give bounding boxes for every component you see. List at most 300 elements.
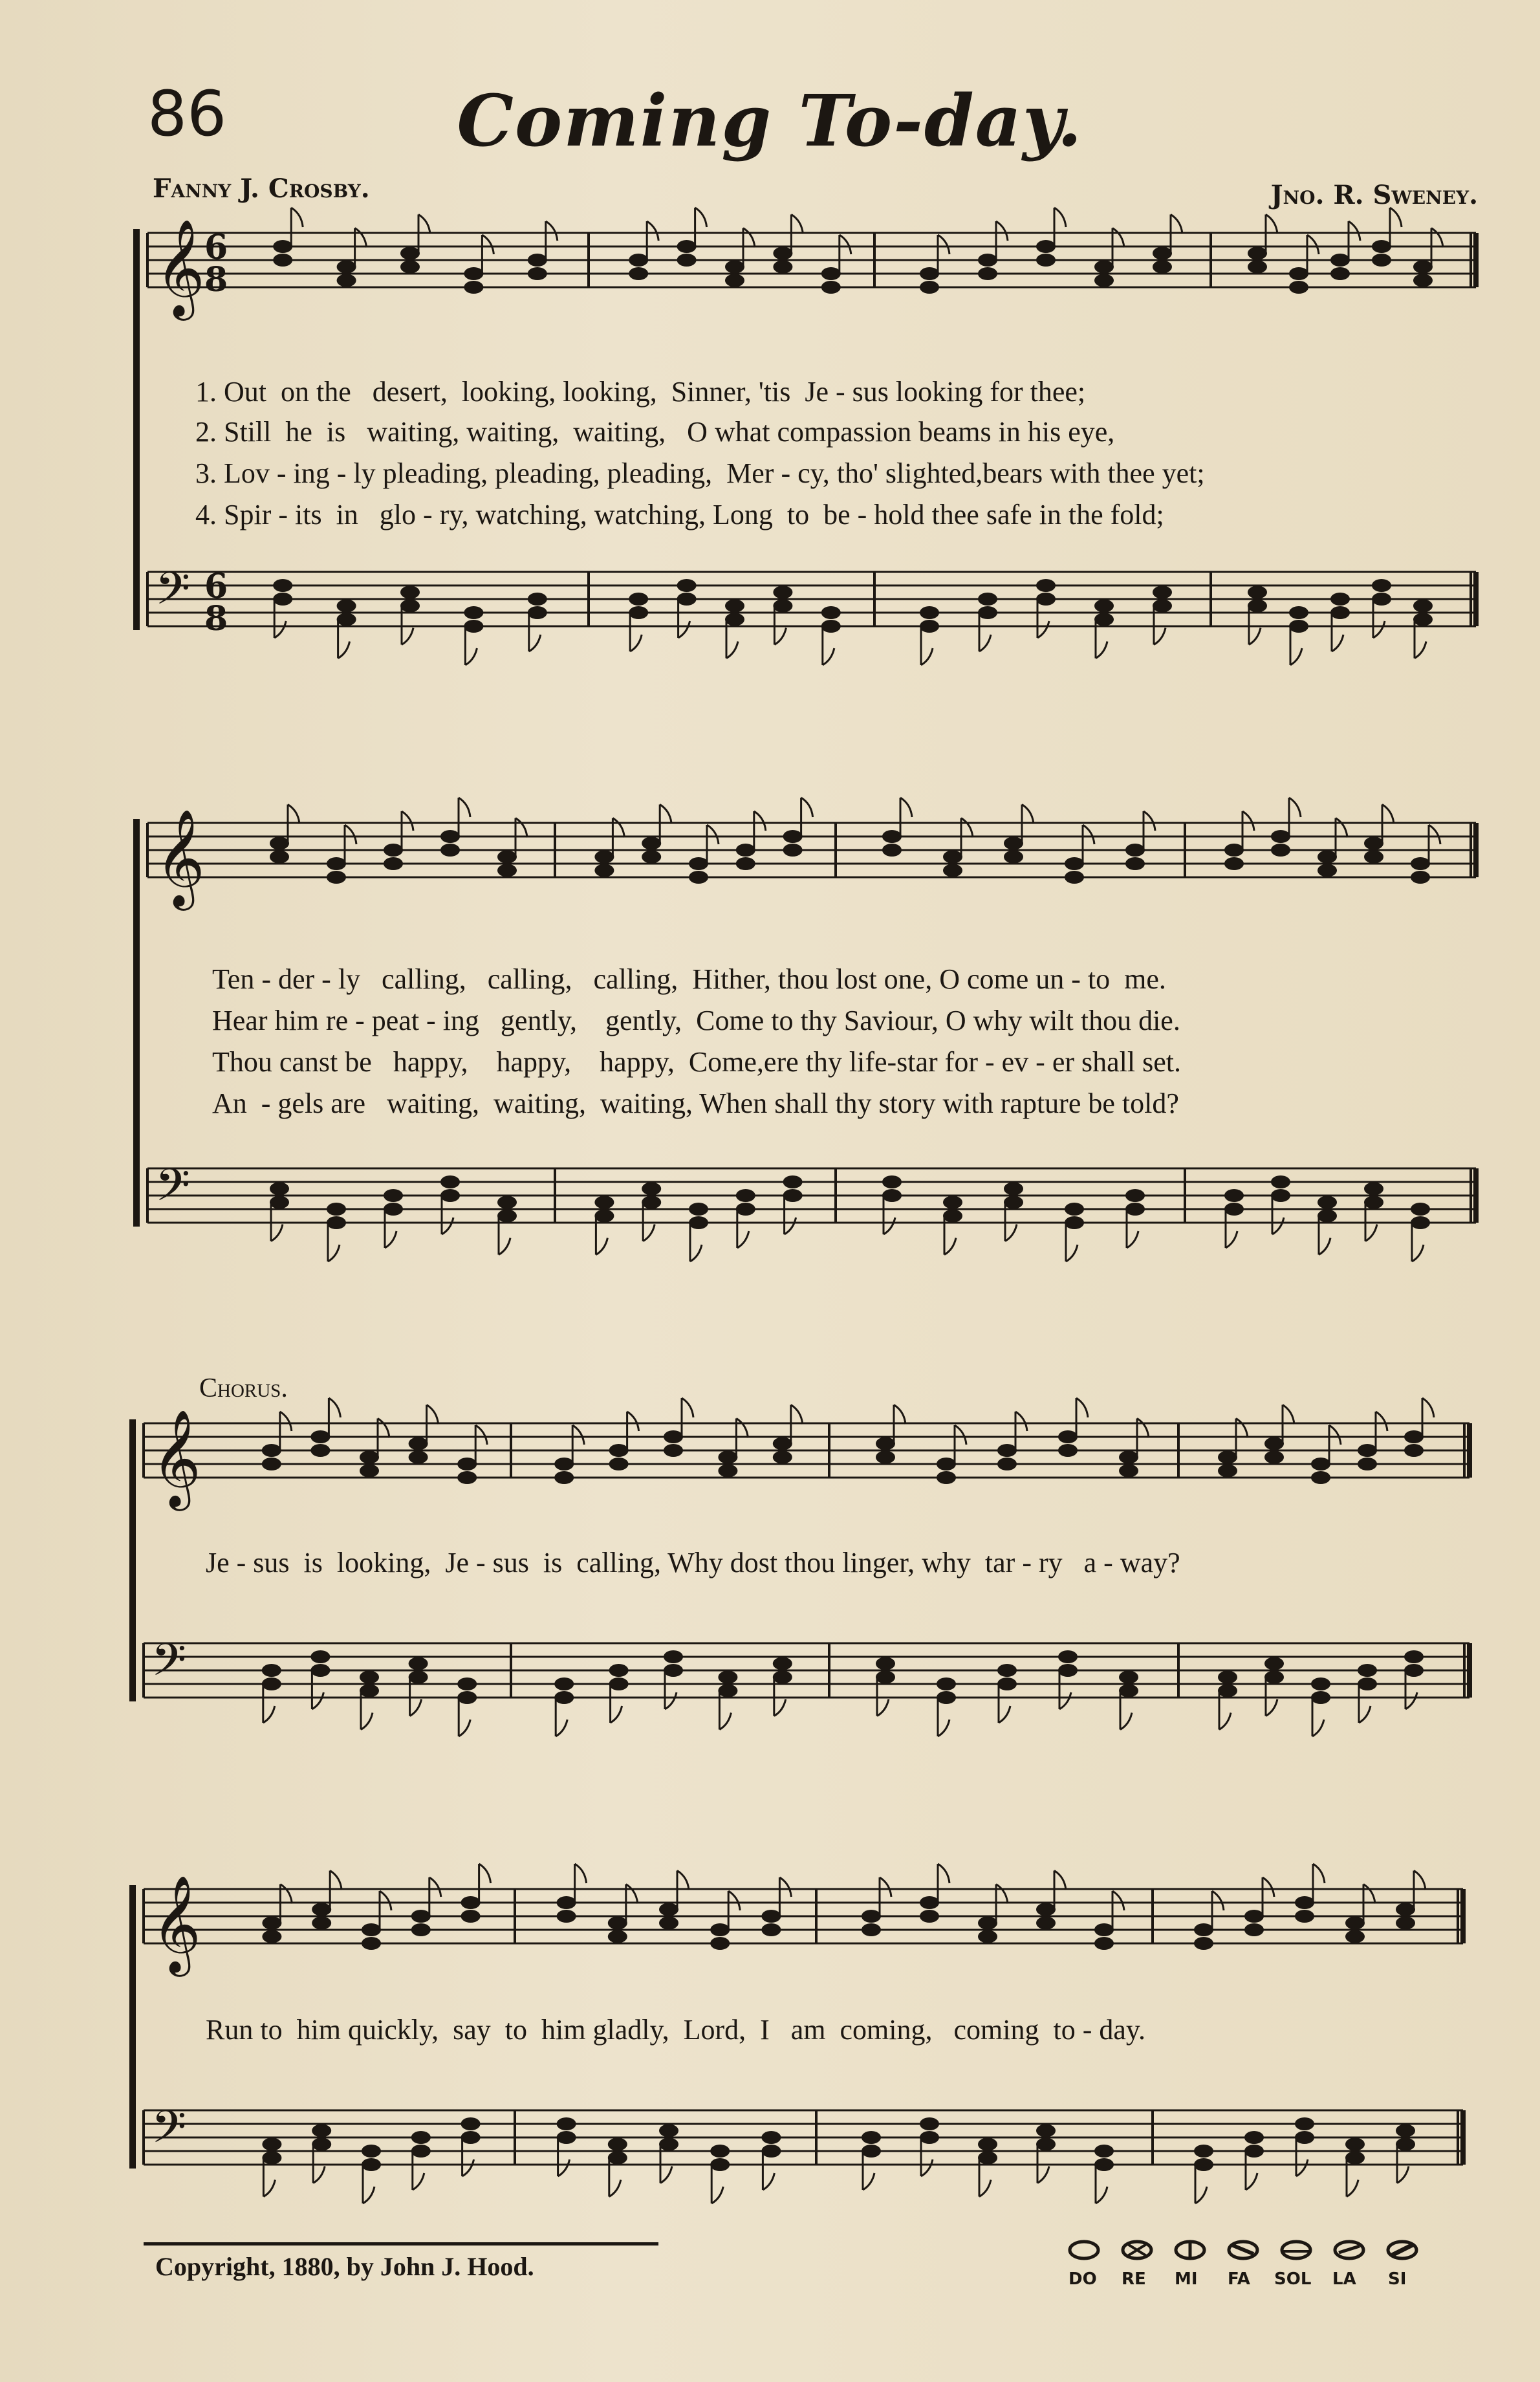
- note-head-icon: [773, 1657, 792, 1670]
- note-head-icon: [1244, 2131, 1264, 2144]
- note-flag: [1144, 811, 1155, 831]
- note-flag: [328, 1245, 340, 1262]
- note-head-icon: [310, 1430, 330, 1443]
- bass-clef-icon: 𝄢: [155, 1159, 191, 1222]
- note-head-icon: [1065, 1216, 1084, 1229]
- note-head-icon: [312, 2138, 331, 2151]
- note-flag: [1336, 818, 1347, 838]
- note-head-icon: [1058, 1664, 1078, 1677]
- note-flag: [1390, 208, 1402, 227]
- note-head-icon: [464, 281, 483, 294]
- note-flag: [499, 1238, 510, 1255]
- note-head-icon: [629, 593, 648, 606]
- note-head-icon: [642, 851, 661, 864]
- note-flag: [938, 1720, 949, 1736]
- note-head-icon: [710, 2158, 730, 2171]
- note-head-icon: [594, 864, 614, 877]
- note-head-icon: [400, 247, 420, 260]
- note-head-icon: [1244, 1923, 1264, 1936]
- note-head-icon: [783, 830, 803, 843]
- note-head-icon: [270, 1183, 289, 1196]
- note-head-icon: [1125, 1189, 1145, 1202]
- note-head-icon: [1358, 1677, 1377, 1690]
- note-head-icon: [783, 1189, 803, 1202]
- note-head-icon: [1264, 1657, 1284, 1670]
- note-head-icon: [1224, 1203, 1244, 1216]
- note-flag: [556, 1720, 567, 1736]
- note-head-icon: [1330, 254, 1350, 267]
- verse2-line-1: Ten - der - ly calling, calling, calling, Hither, thou lost one, O come un - to me.: [212, 963, 1166, 995]
- note-head-icon: [440, 1175, 460, 1188]
- note-head-icon: [360, 1451, 379, 1464]
- note-head-icon: [337, 261, 356, 274]
- note-head-icon: [608, 1917, 627, 1930]
- note-head-icon: [310, 1664, 330, 1677]
- note-flag: [726, 642, 738, 659]
- note-flag: [338, 642, 350, 659]
- note-flag: [877, 1699, 889, 1716]
- system-brace: [129, 1419, 136, 1701]
- note-head-icon: [464, 606, 483, 619]
- note-flag: [1332, 635, 1343, 651]
- note-head-icon: [862, 1923, 881, 1936]
- note-head-icon: [1194, 2145, 1213, 2158]
- note-head-icon: [262, 2152, 281, 2165]
- note-flag: [1429, 825, 1440, 844]
- note-head-icon: [1125, 844, 1145, 857]
- note-flag: [462, 2159, 474, 2176]
- note-head-icon: [528, 267, 547, 280]
- note-flag: [1347, 2180, 1358, 2197]
- note-head-icon: [1271, 830, 1290, 843]
- note-head-icon: [943, 1210, 962, 1223]
- note-head-icon: [689, 1203, 708, 1216]
- note-head-icon: [1194, 1923, 1213, 1936]
- note-head-icon: [978, 606, 997, 619]
- note-head-icon: [1065, 857, 1084, 870]
- note-head-icon: [327, 857, 346, 870]
- note-head-icon: [725, 600, 744, 613]
- treble-clef-icon: 𝄞: [155, 218, 205, 316]
- note-flag: [313, 2167, 325, 2183]
- note-head-icon: [978, 593, 997, 606]
- note-head-icon: [629, 606, 648, 619]
- copyright-notice: Copyright, 1880, by John J. Hood.: [155, 2252, 534, 2281]
- note-head-icon: [664, 1650, 683, 1663]
- note-head-icon: [718, 1465, 737, 1478]
- note-head-icon: [1396, 1903, 1415, 1916]
- note-head-icon: [1218, 1671, 1237, 1684]
- note-head-icon: [262, 1930, 281, 1943]
- note-flag: [479, 1864, 491, 1883]
- note-flag: [884, 1218, 895, 1234]
- note-head-icon: [1318, 851, 1337, 864]
- note-head-icon: [1125, 857, 1145, 870]
- note-flag: [1365, 1225, 1377, 1241]
- note-head-icon: [1411, 1216, 1430, 1229]
- note-head-icon: [978, 267, 997, 280]
- note-head-icon: [1119, 1465, 1138, 1478]
- system-brace: [129, 1885, 136, 2169]
- note-head-icon: [783, 844, 803, 857]
- note-flag: [863, 2173, 874, 2190]
- note-head-icon: [882, 830, 902, 843]
- note-head-icon: [1125, 1203, 1145, 1216]
- note-head-icon: [1396, 1917, 1415, 1930]
- note-flag: [900, 798, 912, 817]
- note-head-icon: [1396, 2125, 1415, 2137]
- bass-clef-icon: 𝄢: [151, 1634, 187, 1697]
- note-head-icon: [270, 837, 289, 850]
- note-head-icon: [1358, 1664, 1377, 1677]
- note-head-icon: [327, 1216, 346, 1229]
- note-head-icon: [360, 1465, 379, 1478]
- note-flag: [1363, 1885, 1375, 1904]
- note-head-icon: [1404, 1430, 1424, 1443]
- note-head-icon: [1271, 1189, 1290, 1202]
- note-head-icon: [609, 1664, 629, 1677]
- note-head-icon: [920, 1896, 939, 1909]
- note-head-icon: [876, 1451, 895, 1464]
- note-head-icon: [497, 864, 517, 877]
- note-head-icon: [689, 1216, 708, 1229]
- note-head-icon: [1119, 1451, 1138, 1464]
- note-flag: [1226, 1231, 1237, 1248]
- note-flag: [596, 1238, 607, 1255]
- note-flag: [345, 825, 356, 844]
- note-flag: [1120, 1713, 1132, 1730]
- note-flag: [1263, 1877, 1274, 1897]
- note-head-icon: [1248, 586, 1267, 599]
- note-head-icon: [554, 1458, 574, 1470]
- note-head-icon: [1311, 1677, 1330, 1690]
- note-head-icon: [659, 2125, 678, 2137]
- note-head-icon: [1345, 1930, 1365, 1943]
- note-head-icon: [557, 2117, 576, 2130]
- note-head-icon: [384, 1189, 403, 1202]
- note-head-icon: [1311, 1691, 1330, 1704]
- note-flag: [1083, 825, 1094, 844]
- note-flag: [1219, 1713, 1231, 1730]
- note-flag: [402, 628, 413, 645]
- note-head-icon: [1004, 837, 1023, 850]
- note-flag: [263, 2180, 275, 2197]
- note-flag: [1422, 1398, 1434, 1417]
- note-flag: [1246, 2173, 1257, 2190]
- note-flag: [385, 1231, 396, 1248]
- page-number: 86: [147, 78, 227, 150]
- note-head-icon: [920, 281, 939, 294]
- note-flag: [1037, 621, 1049, 638]
- note-head-icon: [1404, 1664, 1424, 1677]
- treble-clef-icon: 𝄞: [151, 1874, 201, 1972]
- note-flag: [263, 1706, 275, 1723]
- note-head-icon: [1358, 1444, 1377, 1457]
- note-flag: [459, 798, 470, 817]
- note-flag: [291, 208, 303, 227]
- note-head-icon: [882, 1175, 902, 1188]
- note-flag: [1415, 642, 1426, 659]
- note-head-icon: [557, 1910, 576, 1923]
- note-flag: [719, 1713, 731, 1730]
- note-flag: [402, 811, 413, 831]
- note-head-icon: [821, 606, 841, 619]
- note-head-icon: [1036, 593, 1056, 606]
- note-flag: [1054, 1871, 1066, 1890]
- note-head-icon: [773, 261, 792, 274]
- note-head-icon: [997, 1664, 1017, 1677]
- note-flag: [1290, 648, 1302, 665]
- note-flag: [1054, 208, 1066, 227]
- note-head-icon: [1396, 2138, 1415, 2151]
- note-head-icon: [262, 1917, 281, 1930]
- note-head-icon: [997, 1458, 1017, 1470]
- note-head-icon: [718, 1685, 737, 1698]
- note-head-icon: [461, 1910, 481, 1923]
- note-flag: [695, 208, 707, 227]
- note-head-icon: [609, 1444, 629, 1457]
- note-head-icon: [497, 851, 517, 864]
- note-flag: [1154, 628, 1166, 645]
- note-head-icon: [689, 857, 708, 870]
- note-flag: [743, 228, 755, 248]
- note-flag: [880, 1877, 891, 1897]
- note-head-icon: [457, 1471, 477, 1484]
- note-head-icon: [312, 1917, 331, 1930]
- note-flag: [791, 1405, 803, 1425]
- note-head-icon: [1330, 606, 1350, 619]
- note-head-icon: [659, 1903, 678, 1916]
- note-head-icon: [608, 2152, 627, 2165]
- note-flag: [1431, 228, 1443, 248]
- note-head-icon: [783, 1175, 803, 1188]
- note-head-icon: [937, 1677, 956, 1690]
- note-head-icon: [1036, 240, 1056, 253]
- note-flag: [529, 635, 541, 651]
- note-head-icon: [1289, 606, 1308, 619]
- note-head-icon: [937, 1458, 956, 1470]
- note-flag: [1283, 1405, 1294, 1425]
- note-head-icon: [262, 1444, 281, 1457]
- solfege-re: RE: [1122, 2269, 1146, 2289]
- note-flag: [271, 1225, 283, 1241]
- note-head-icon: [1004, 851, 1023, 864]
- note-head-icon: [736, 1203, 755, 1216]
- note-flag: [1037, 2167, 1049, 2183]
- note-head-icon: [937, 1691, 956, 1704]
- note-head-icon: [1218, 1685, 1237, 1698]
- shape-note-legend-icons: [1061, 2238, 1449, 2264]
- note-flag: [611, 1706, 622, 1723]
- note-flag: [1022, 805, 1034, 824]
- note-head-icon: [409, 1451, 428, 1464]
- note-head-icon: [1224, 1189, 1244, 1202]
- note-head-icon: [1224, 857, 1244, 870]
- time-signature-bottom: 8: [204, 260, 228, 300]
- note-flag: [728, 1891, 740, 1910]
- note-head-icon: [1271, 1175, 1290, 1188]
- note-head-icon: [659, 1917, 678, 1930]
- note-head-icon: [457, 1458, 477, 1470]
- note-head-icon: [1372, 593, 1391, 606]
- note-flag: [1414, 1871, 1426, 1890]
- note-head-icon: [1036, 2125, 1056, 2137]
- note-flag: [1236, 1419, 1248, 1438]
- note-flag: [1076, 1398, 1088, 1417]
- note-flag: [1272, 1218, 1284, 1234]
- note-flag: [1376, 1412, 1387, 1431]
- note-head-icon: [1058, 1444, 1078, 1457]
- note-head-icon: [1295, 1910, 1314, 1923]
- note-flag: [840, 235, 851, 254]
- note-head-icon: [1036, 1917, 1056, 1930]
- note-flag: [613, 818, 624, 838]
- note-flag: [677, 1871, 689, 1890]
- note-flag: [996, 1885, 1008, 1904]
- note-head-icon: [1345, 2152, 1365, 2165]
- lyricist: Fanny J. Crosby.: [153, 173, 370, 204]
- note-head-icon: [978, 1917, 997, 1930]
- note-head-icon: [997, 1444, 1017, 1457]
- note-head-icon: [978, 2138, 997, 2151]
- note-flag: [961, 818, 973, 838]
- note-flag: [955, 1425, 966, 1445]
- note-head-icon: [1411, 1203, 1430, 1216]
- note-head-icon: [920, 620, 939, 633]
- note-head-icon: [1094, 274, 1114, 287]
- note-head-icon: [594, 1196, 614, 1209]
- note-flag: [413, 2173, 424, 2190]
- note-flag: [627, 1412, 639, 1431]
- note-flag: [774, 1699, 786, 1716]
- note-head-icon: [1364, 851, 1383, 864]
- note-head-icon: [327, 871, 346, 884]
- note-flag: [1397, 2167, 1409, 2183]
- note-flag: [707, 825, 719, 844]
- note-flag: [1349, 221, 1360, 241]
- note-head-icon: [273, 254, 292, 267]
- note-flag: [329, 1398, 340, 1417]
- note-flag: [575, 1864, 587, 1883]
- note-flag: [274, 621, 286, 638]
- note-flag: [1319, 1238, 1330, 1255]
- note-head-icon: [710, 2145, 730, 2158]
- note-head-icon: [608, 2138, 627, 2151]
- chorus-lyric-1: Je - sus is looking, Je - sus is calling, Why dost thou linger, why tar - ry a - way?: [206, 1547, 1180, 1579]
- note-flag: [355, 228, 367, 248]
- note-head-icon: [943, 864, 962, 877]
- note-head-icon: [557, 2131, 576, 2144]
- note-head-icon: [411, 1910, 431, 1923]
- note-head-icon: [1413, 613, 1433, 626]
- note-head-icon: [677, 579, 697, 592]
- note-flag: [1112, 1891, 1124, 1910]
- note-flag: [737, 1231, 749, 1248]
- note-flag: [330, 1871, 342, 1890]
- note-head-icon: [664, 1444, 683, 1457]
- note-head-icon: [677, 593, 697, 606]
- time-signature-bottom: 8: [204, 599, 228, 639]
- chorus-label: Chorus.: [199, 1373, 288, 1403]
- note-head-icon: [1264, 1451, 1284, 1464]
- note-head-icon: [736, 857, 755, 870]
- note-flag: [1242, 811, 1254, 831]
- note-head-icon: [1036, 2138, 1056, 2151]
- note-flag: [1313, 1864, 1325, 1883]
- time-signature-top: 6: [204, 228, 228, 267]
- note-head-icon: [1404, 1650, 1424, 1663]
- note-head-icon: [978, 254, 997, 267]
- note-head-icon: [1271, 844, 1290, 857]
- note-head-icon: [310, 1650, 330, 1663]
- note-flag: [1266, 215, 1277, 234]
- note-head-icon: [773, 1437, 792, 1450]
- note-head-icon: [1264, 1671, 1284, 1684]
- note-flag: [1373, 621, 1385, 638]
- note-flag: [999, 1706, 1010, 1723]
- note-head-icon: [362, 1937, 381, 1950]
- note-flag: [1005, 1225, 1017, 1241]
- note-flag: [378, 1419, 389, 1438]
- note-head-icon: [362, 2145, 381, 2158]
- note-head-icon: [1058, 1650, 1078, 1663]
- note-head-icon: [664, 1664, 683, 1677]
- note-head-icon: [337, 274, 356, 287]
- note-head-icon: [1244, 1910, 1264, 1923]
- note-head-icon: [464, 267, 483, 280]
- note-head-icon: [557, 1896, 576, 1909]
- note-flag: [363, 2187, 374, 2203]
- note-flag: [1307, 235, 1319, 254]
- note-head-icon: [629, 254, 648, 267]
- note-head-icon: [710, 1923, 730, 1936]
- note-head-icon: [457, 1691, 477, 1704]
- note-flag: [609, 2180, 621, 2197]
- note-head-icon: [1224, 844, 1244, 857]
- note-head-icon: [664, 1430, 683, 1443]
- note-flag: [678, 621, 690, 638]
- note-head-icon: [440, 1189, 460, 1202]
- note-head-icon: [270, 1196, 289, 1209]
- note-head-icon: [725, 261, 744, 274]
- note-head-icon: [384, 857, 403, 870]
- note-flag: [996, 221, 1008, 241]
- note-head-icon: [1194, 1937, 1213, 1950]
- note-head-icon: [882, 1189, 902, 1202]
- note-flag: [427, 1405, 439, 1425]
- note-head-icon: [528, 593, 547, 606]
- note-flag: [1412, 1245, 1424, 1262]
- solfege-do: DO: [1068, 2269, 1097, 2289]
- solfege-la: LA: [1332, 2269, 1356, 2289]
- note-head-icon: [384, 1203, 403, 1216]
- note-head-icon: [1004, 1183, 1023, 1196]
- note-flag: [429, 1877, 441, 1897]
- note-head-icon: [1036, 254, 1056, 267]
- note-head-icon: [461, 2117, 481, 2130]
- hymn-title: Coming To-day.: [457, 79, 1083, 162]
- note-head-icon: [409, 1437, 428, 1450]
- note-flag: [1096, 2187, 1107, 2203]
- note-head-icon: [1358, 1458, 1377, 1470]
- note-flag: [921, 648, 933, 665]
- note-flag: [779, 1877, 791, 1897]
- note-head-icon: [997, 1677, 1017, 1690]
- note-head-icon: [554, 1691, 574, 1704]
- note-head-icon: [1372, 254, 1391, 267]
- note-head-icon: [312, 2125, 331, 2137]
- footer-rule: [144, 2242, 658, 2245]
